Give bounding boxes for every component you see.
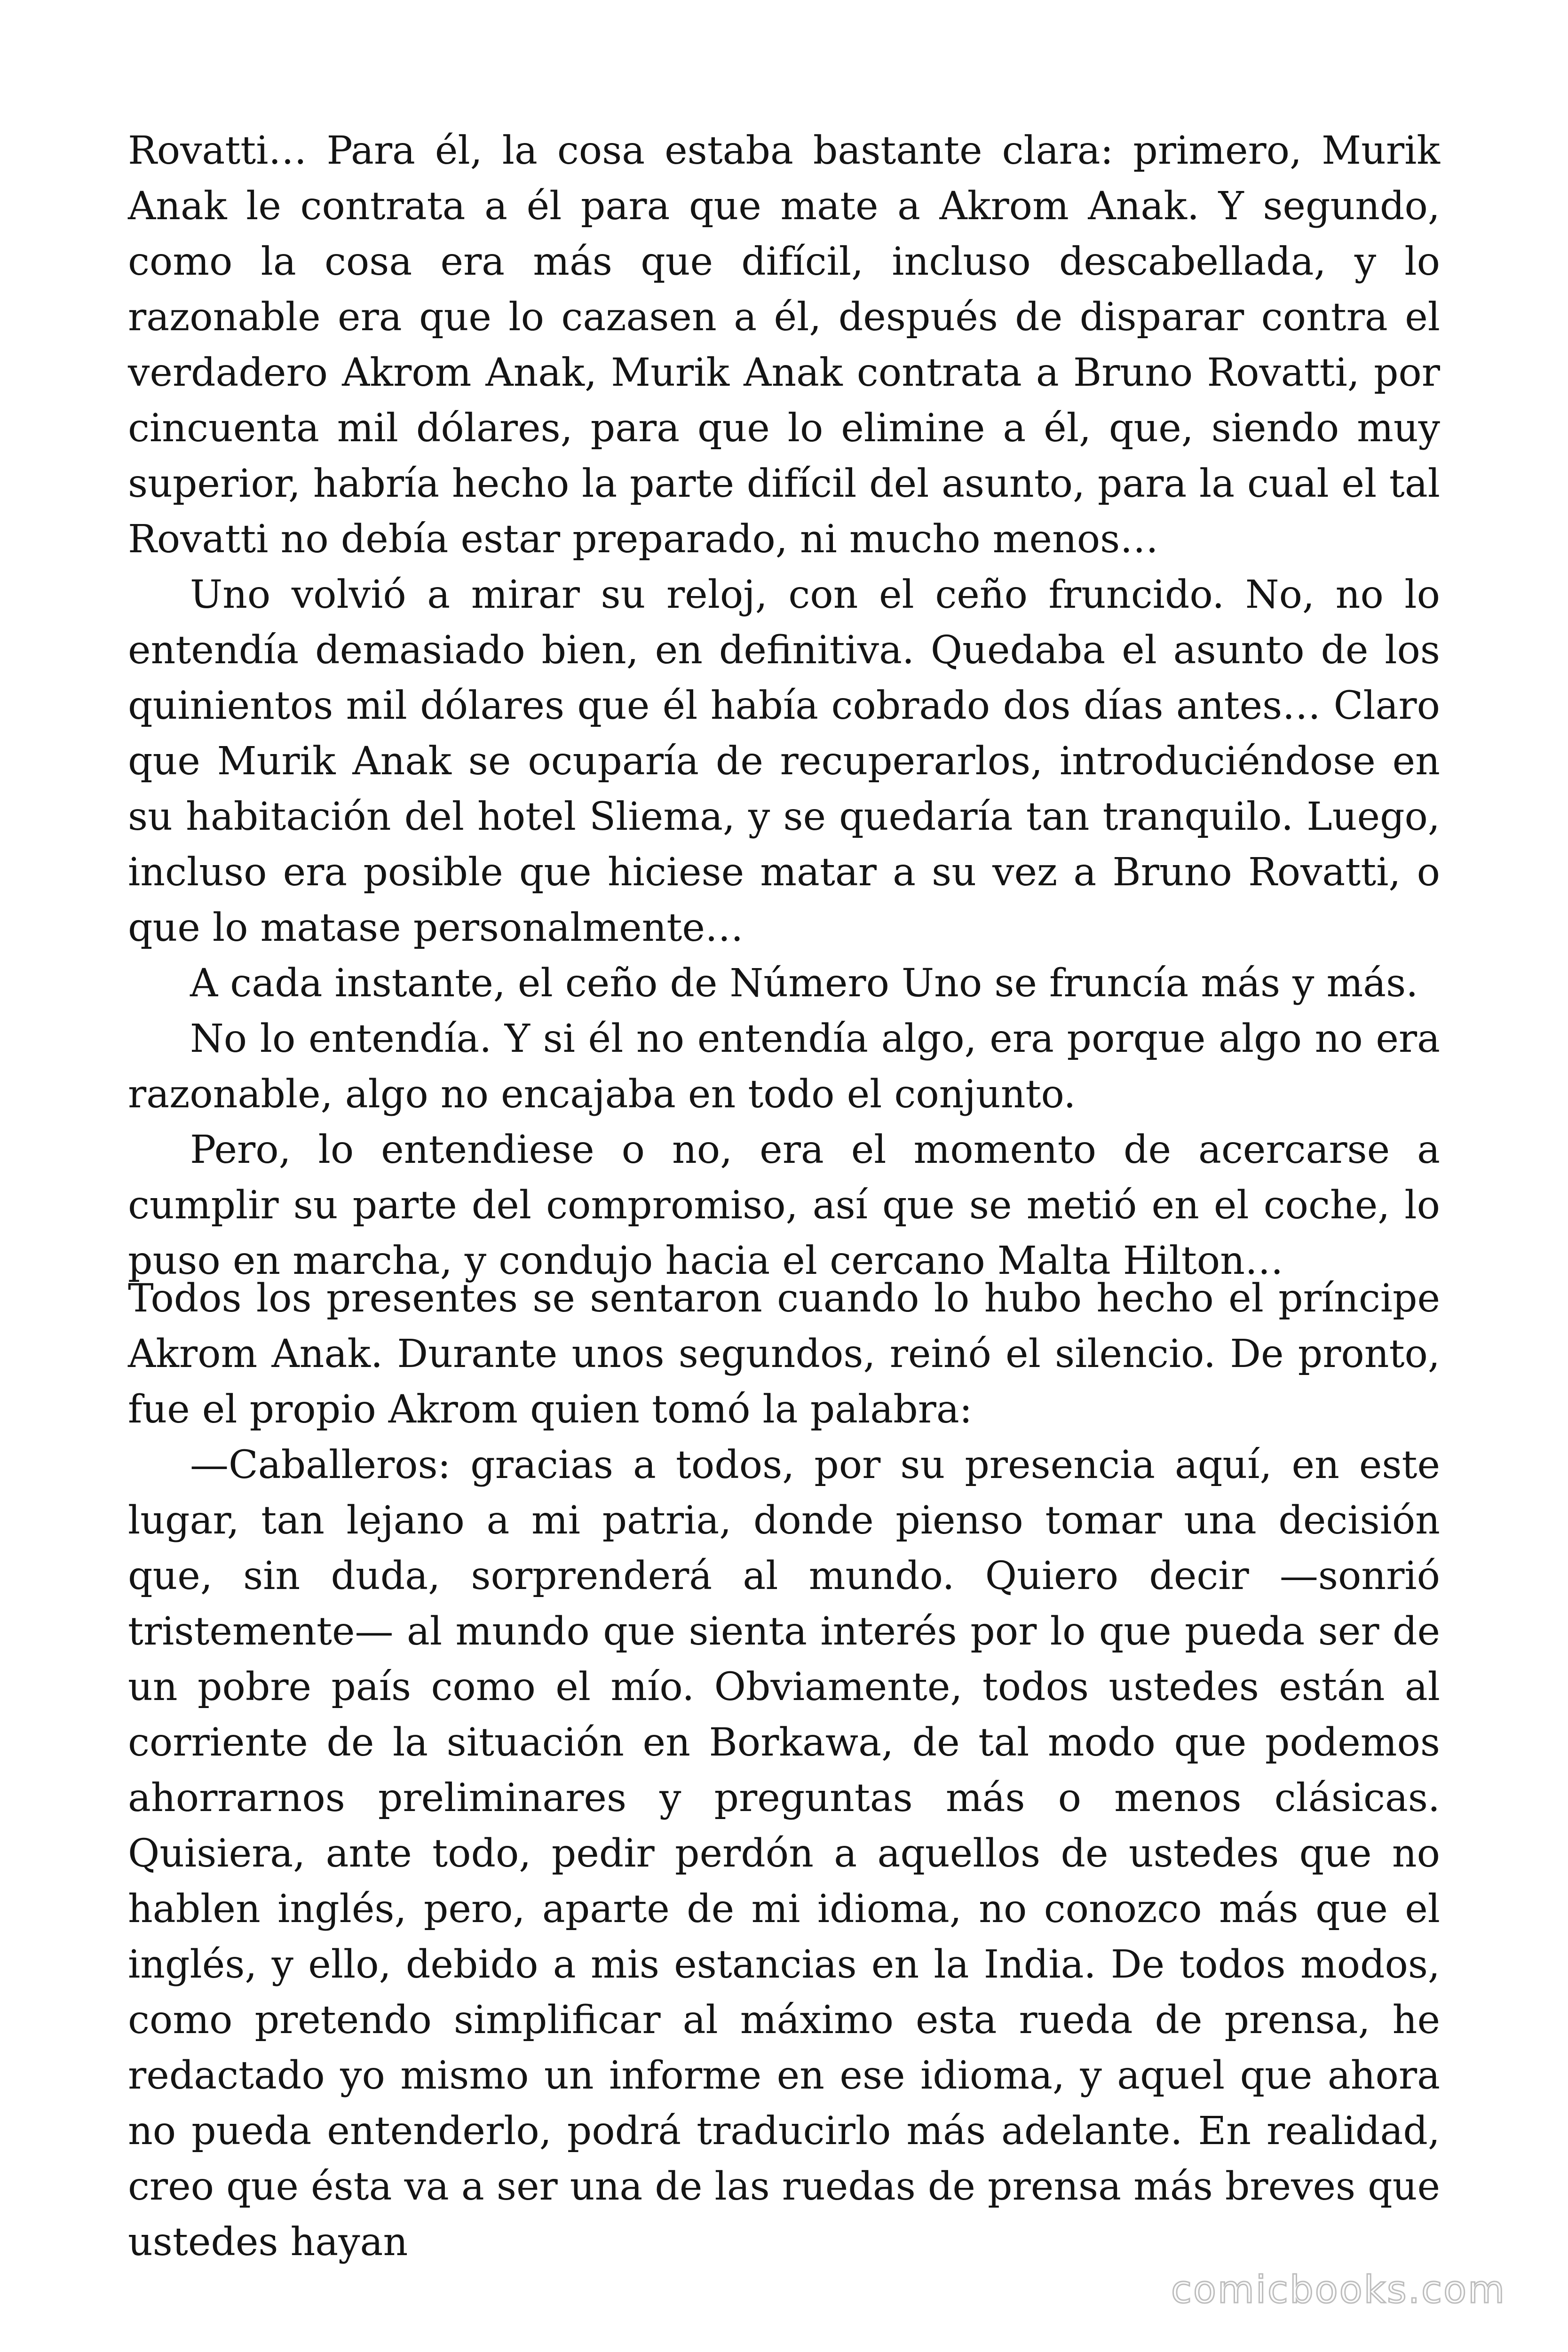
paragraph: Pero, lo entendiese o no, era el momento de acercarse a cumplir su parte del compromiso, así que se metió en el coche, lo puso en marcha, y condujo hacia el cercano Malta Hilton… <box>128 1128 1440 1283</box>
paragraph: Todos los presentes se sentaron cuando lo hubo hecho el príncipe Akrom Anak. Durante unos segundos, reinó el silencio. De pronto, fue el propio Akrom quien tomó la palabra: <box>128 1276 1440 1432</box>
text-section-1 <box>128 123 1440 1289</box>
watermark-logo: comicbooks.com <box>1171 2268 1506 2312</box>
paragraph: No lo entendía. Y si él no entendía algo, era porque algo no era razonable, algo no encajaba en todo el conjunto. <box>128 1017 1440 1117</box>
paragraph: A cada instante, el ceño de Número Uno se fruncía más y más. <box>190 961 1418 1006</box>
paragraph: Rovatti… Para él, la cosa estaba bastante clara: primero, Murik Anak le contrata a él para que mate a Akrom Anak. Y segundo, como la cosa era más que difícil, incluso descabellada, y lo razonable era que lo cazasen a él, después de disparar contra el verdadero Akrom Anak, Murik Anak contrata a Bruno Rovatti, por cincuenta mil dólares, para que lo elimine a él, que, siendo muy superior, habría hecho la parte difícil del asunto, para la cual el tal Rovatti no debía estar preparado, ni mucho menos… <box>128 128 1440 562</box>
paragraph: Uno volvió a mirar su reloj, con el ceño fruncido. No, no lo entendía demasiado bien, en definitiva. Quedaba el asunto de los quinientos mil dólares que él había cobrado dos días antes… Claro que Murik Anak se ocuparía de recuperarlos, introduciéndose en su habitación del hotel Sliema, y se quedaría tan tranquilo. Luego, incluso era posible que hiciese matar a su vez a Bruno Rovatti, o que lo matase personalmente… <box>128 572 1440 950</box>
paragraph: —Caballeros: gracias a todos, por su presencia aquí, en este lugar, tan lejano a mi patria, donde pienso tomar una decisión que, sin duda, sorprenderá al mundo. Quiero decir —sonrió tristemente— al mundo que sienta interés por lo que pueda ser de un pobre país como el mío. Obviamente, todos ustedes están al corriente de la situación en Borkawa, de tal modo que podemos ahorrarnos preliminares y preguntas más o menos clásicas. Quisiera, ante todo, pedir perdón a aquellos de ustedes que no hablen inglés, pero, aparte de mi idioma, no conozco más que el inglés, y ello, debido a mis estancias en la India. De todos modos, como pretendo simplificar al máximo esta rueda de prensa, he redactado yo mismo un informe en ese idioma, y aquel que ahora no pueda entenderlo, podrá traducirlo más adelante. En realidad, creo que ésta va a ser una de las ruedas de prensa más breves que ustedes hayan <box>128 1443 1440 2265</box>
text-section-2 <box>128 1271 1440 2270</box>
